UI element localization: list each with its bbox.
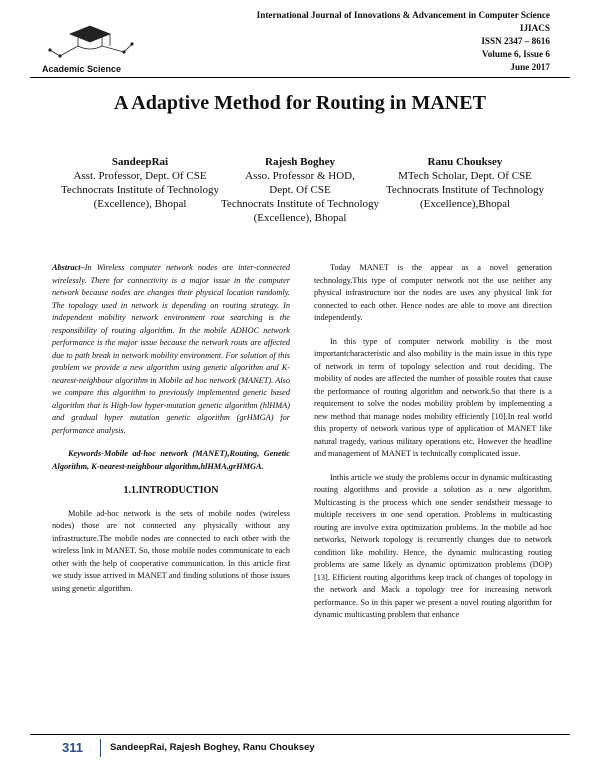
footer-authors: SandeepRai, Rajesh Boghey, Ranu Chouksey [110, 742, 315, 753]
author-affiliation-line: (Excellence), Bhopal [253, 212, 347, 224]
author-affiliation-line: Dept. Of CSE [269, 184, 331, 196]
author-affiliation-line: Asst. Professor, Dept. Of CSE [73, 170, 207, 182]
journal-info [257, 9, 550, 74]
author-name: SandeepRai [111, 156, 169, 168]
body-paragraph: Today MANET is the appear as a novel generation technology.This type of computer network not the use neither any physical infrastructure nor the nodes are uses any physical link for connected to each other. Hence nodes are able to move ant direction independently. [314, 263, 552, 322]
author-affiliation-line: Asso. Professor & HOD, [245, 170, 355, 182]
header-rule [30, 77, 570, 78]
body-paragraph: Inthis article we study the problems occur in dynamic multicasting routing algorithms and provide a solution as a new algorithm. Multicasting is the process which one sender sendstheir message to multiple receivers in one send operation. Problems in multicasting routing are involve extra optimization problems. In the mobile ad hoc networks, Network topology is recurrently changes due to network condition like mobility. Hence, the dynamic multicasting routing problems are same likely as dynamic optimization problems (DOP) [13]. Efficient routing algorithms keep track of changes of topology in the network and Mack a topology tree for increasing network performance. So in this paper we present a novel routing algorithm for dynamic multicasting problem that enhance [314, 472, 552, 619]
keywords: Keywords-Mobile ad-hoc network (MANET),Routing, Genetic Algorithm, K-nearest-neighbour algorithm,hlHMA,grHMGA. [52, 449, 290, 471]
author-affiliation-line: Technocrats Institute of Technology [385, 184, 545, 196]
abstract-text: In Wireless computer network nodes are inter-connected wirelessly. There for connectivity is a major issue in the computer network because nodes are changes their physical location randomly. The topology used in network is depending on routing strategy. In independent mobility network environment rout searching is the responsibility of routing algorithm. In the mobile ADHOC network performance is the major issue because the network routs are affected due to path break in network mobility environment. For solution of this problem we provide a new algorithm using genetic algorithm and K-nearest-neighbour algorithm in Mobile ad hoc network (MANET). Also we compare this algorithm to previously implemented genetic based algorithm that is High-low hyper-mutation genetic algorithm (hlHMA) and gradual hyper mutation genetic algorithm (grHMGA) for performance analysis. [52, 263, 290, 435]
author-affiliation-line: (Excellence), Bhopal [93, 198, 187, 210]
abstract-label: Abstract– [52, 263, 85, 272]
logo-text: Academic Science [42, 64, 122, 74]
author-block [375, 155, 555, 211]
author-affiliation-line: Technocrats Institute of Technology [220, 198, 380, 210]
paper-title: A Adaptive Method for Routing in MANET [114, 92, 486, 114]
journal-abbr: IJIACS [519, 23, 550, 33]
author-name: Ranu Chouksey [427, 156, 503, 168]
author-block [210, 155, 390, 225]
intro-paragraph: Mobile ad-hoc network is the sets of mobile nodes (wireless nodes) those are not connected any physically without any infrastructure.The mobile nodes are connected to each other with the wireless link in MANET. So, those mobile nodes communicate to each other with the help of cooperative communication. In this article first we study issue arrived in MANET and finding solutions of those issues using genetic algorithm. [52, 508, 290, 593]
page-number: 311 [62, 740, 83, 755]
logo-graphic-icon [40, 20, 140, 66]
author-name: Rajesh Boghey [265, 156, 335, 168]
author-block [50, 155, 230, 211]
author-affiliation-line: (Excellence),Bhopal [419, 198, 511, 210]
journal-date: June 2017 [510, 62, 550, 72]
journal-issn: ISSN 2347 – 8616 [481, 36, 550, 46]
journal-name: International Journal of Innovations & Advancement in Computer Science [256, 10, 550, 20]
author-affiliation-line: Technocrats Institute of Technology [60, 184, 220, 196]
section-heading: 1.1.INTRODUCTION [123, 485, 219, 496]
body-paragraph: In this type of computer network mobility is the most importantcharacteristic and also mobility is the main issue in this type of network in term of topology selection and rout deciding. The mobility of nodes are affected the number of possible routes that cause the performance of routing algorithm and network.So that there is a requirement to solve the nodes mobility problem by implementing a new method that manage nodes mobility efficiently [10].In real world this property of network various type of application of MANET like natural tragedy, various military operations etc. However the headline and management of MANET is technically complicated issue. [314, 336, 552, 458]
footer-rule [30, 734, 570, 735]
left-column [52, 262, 290, 606]
right-column [314, 262, 552, 633]
journal-volume: Volume 6, Issue 6 [481, 49, 550, 59]
abstract [52, 262, 290, 437]
journal-logo [40, 20, 140, 80]
author-affiliation-line: MTech Scholar, Dept. Of CSE [398, 170, 532, 182]
